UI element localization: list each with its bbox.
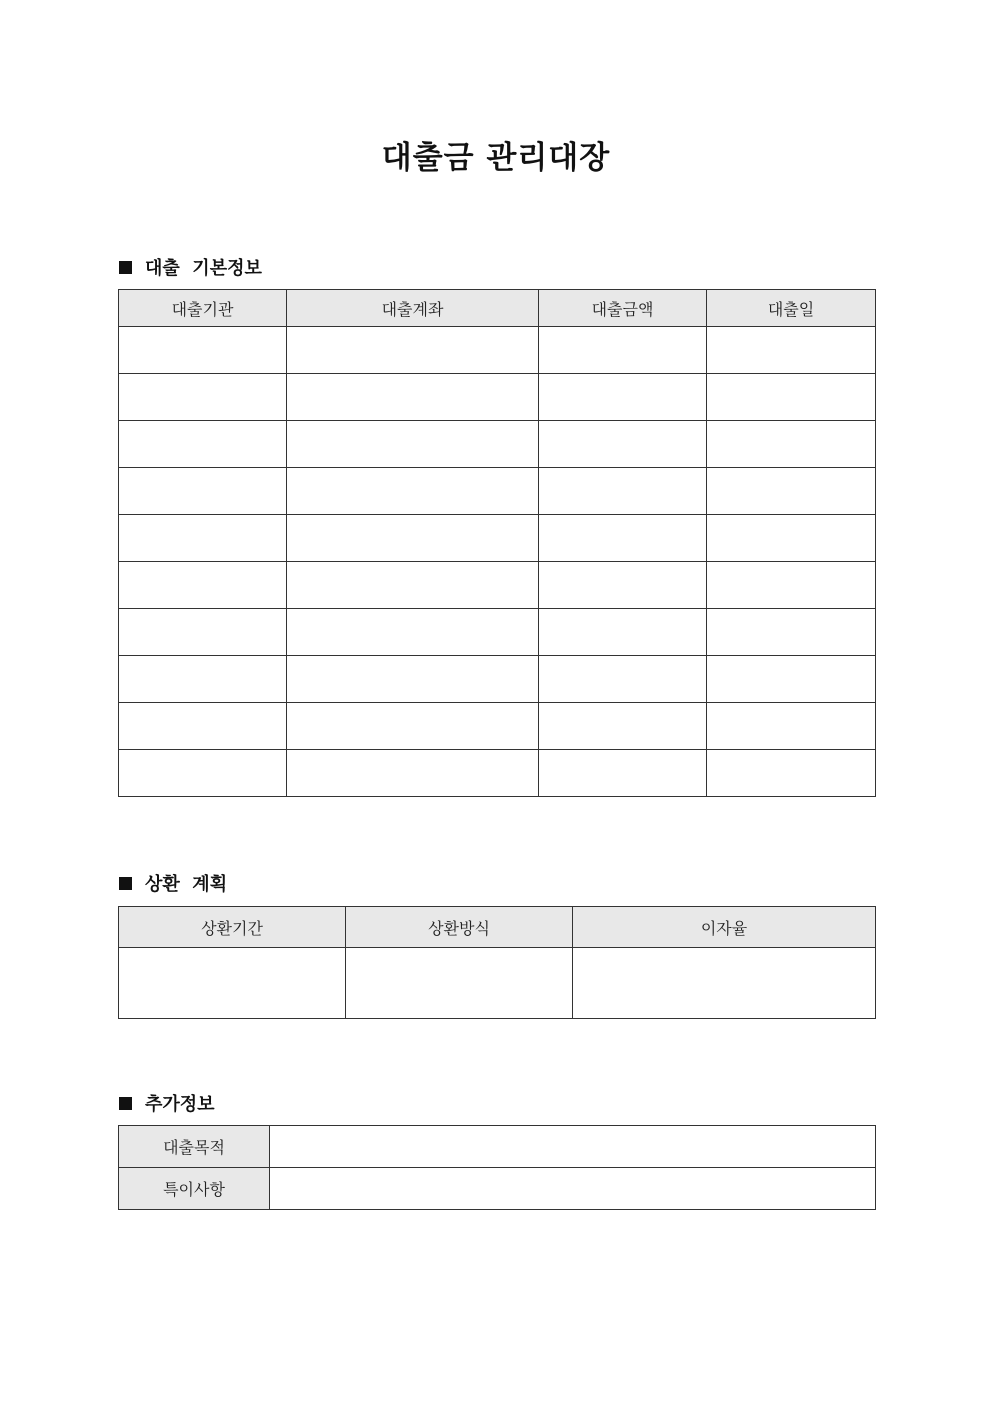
- column-header-period: 상환기간: [119, 907, 346, 948]
- amount-cell[interactable]: [539, 609, 707, 656]
- account-cell[interactable]: [287, 515, 539, 562]
- account-cell[interactable]: [287, 609, 539, 656]
- lender-cell[interactable]: [119, 515, 287, 562]
- table-row: [119, 656, 876, 703]
- amount-cell[interactable]: [539, 562, 707, 609]
- loan-basic-table-body: [119, 327, 876, 797]
- account-cell[interactable]: [287, 750, 539, 797]
- lender-cell[interactable]: [119, 327, 287, 374]
- remarks-value[interactable]: [270, 1168, 876, 1210]
- amount-cell[interactable]: [539, 515, 707, 562]
- table-header-row: [119, 290, 876, 327]
- column-header-amount: 대출금액: [539, 290, 707, 327]
- loan-purpose-label: 대출목적: [119, 1126, 270, 1168]
- lender-cell[interactable]: [119, 468, 287, 515]
- account-cell[interactable]: [287, 327, 539, 374]
- section-heading-basic-label: 대출 기본정보: [145, 258, 262, 279]
- amount-cell[interactable]: [539, 656, 707, 703]
- table-row: [119, 515, 876, 562]
- square-bullet-icon: [119, 1097, 132, 1110]
- table-row: [119, 327, 876, 374]
- table-row: [119, 609, 876, 656]
- column-header-account: 대출계좌: [287, 290, 539, 327]
- remarks-label: 특이사항: [119, 1168, 270, 1210]
- date-cell[interactable]: [707, 562, 876, 609]
- loan-purpose-value[interactable]: [270, 1126, 876, 1168]
- date-cell[interactable]: [707, 421, 876, 468]
- section-heading-extra-label: 추가정보: [145, 1094, 215, 1115]
- lender-cell[interactable]: [119, 374, 287, 421]
- date-cell[interactable]: [707, 750, 876, 797]
- repayment-plan-table: [118, 906, 876, 1019]
- table-row: [119, 468, 876, 515]
- account-cell[interactable]: [287, 562, 539, 609]
- lender-cell[interactable]: [119, 656, 287, 703]
- lender-cell[interactable]: [119, 750, 287, 797]
- table-row: [119, 1168, 876, 1210]
- amount-cell[interactable]: [539, 421, 707, 468]
- interest-rate-cell[interactable]: [573, 948, 876, 1019]
- amount-cell[interactable]: [539, 750, 707, 797]
- amount-cell[interactable]: [539, 468, 707, 515]
- table-row: [119, 750, 876, 797]
- table-row: [119, 562, 876, 609]
- account-cell[interactable]: [287, 374, 539, 421]
- date-cell[interactable]: [707, 374, 876, 421]
- page-title: 대출금 관리대장: [381, 140, 611, 176]
- amount-cell[interactable]: [539, 703, 707, 750]
- table-row: [119, 703, 876, 750]
- column-header-interest-rate: 이자율: [573, 907, 876, 948]
- lender-cell[interactable]: [119, 421, 287, 468]
- column-header-lender: 대출기관: [119, 290, 287, 327]
- section-heading-extra: [119, 1090, 215, 1116]
- loan-basic-table: [118, 289, 876, 797]
- account-cell[interactable]: [287, 703, 539, 750]
- table-row: [119, 1126, 876, 1168]
- table-row: [119, 948, 876, 1019]
- date-cell[interactable]: [707, 609, 876, 656]
- table-header-row: [119, 907, 876, 948]
- account-cell[interactable]: [287, 656, 539, 703]
- section-heading-basic: [119, 254, 262, 280]
- lender-cell[interactable]: [119, 609, 287, 656]
- column-header-method: 상환방식: [346, 907, 573, 948]
- amount-cell[interactable]: [539, 327, 707, 374]
- amount-cell[interactable]: [539, 374, 707, 421]
- date-cell[interactable]: [707, 656, 876, 703]
- section-heading-repayment: [119, 870, 227, 896]
- extra-info-table: [118, 1125, 876, 1210]
- date-cell[interactable]: [707, 468, 876, 515]
- account-cell[interactable]: [287, 468, 539, 515]
- square-bullet-icon: [119, 261, 132, 274]
- table-row: [119, 374, 876, 421]
- lender-cell[interactable]: [119, 703, 287, 750]
- lender-cell[interactable]: [119, 562, 287, 609]
- table-row: [119, 421, 876, 468]
- repayment-method-cell[interactable]: [346, 948, 573, 1019]
- date-cell[interactable]: [707, 327, 876, 374]
- section-heading-repayment-label: 상환 계획: [145, 874, 228, 895]
- square-bullet-icon: [119, 877, 132, 890]
- account-cell[interactable]: [287, 421, 539, 468]
- repayment-period-cell[interactable]: [119, 948, 346, 1019]
- date-cell[interactable]: [707, 515, 876, 562]
- column-header-date: 대출일: [707, 290, 876, 327]
- date-cell[interactable]: [707, 703, 876, 750]
